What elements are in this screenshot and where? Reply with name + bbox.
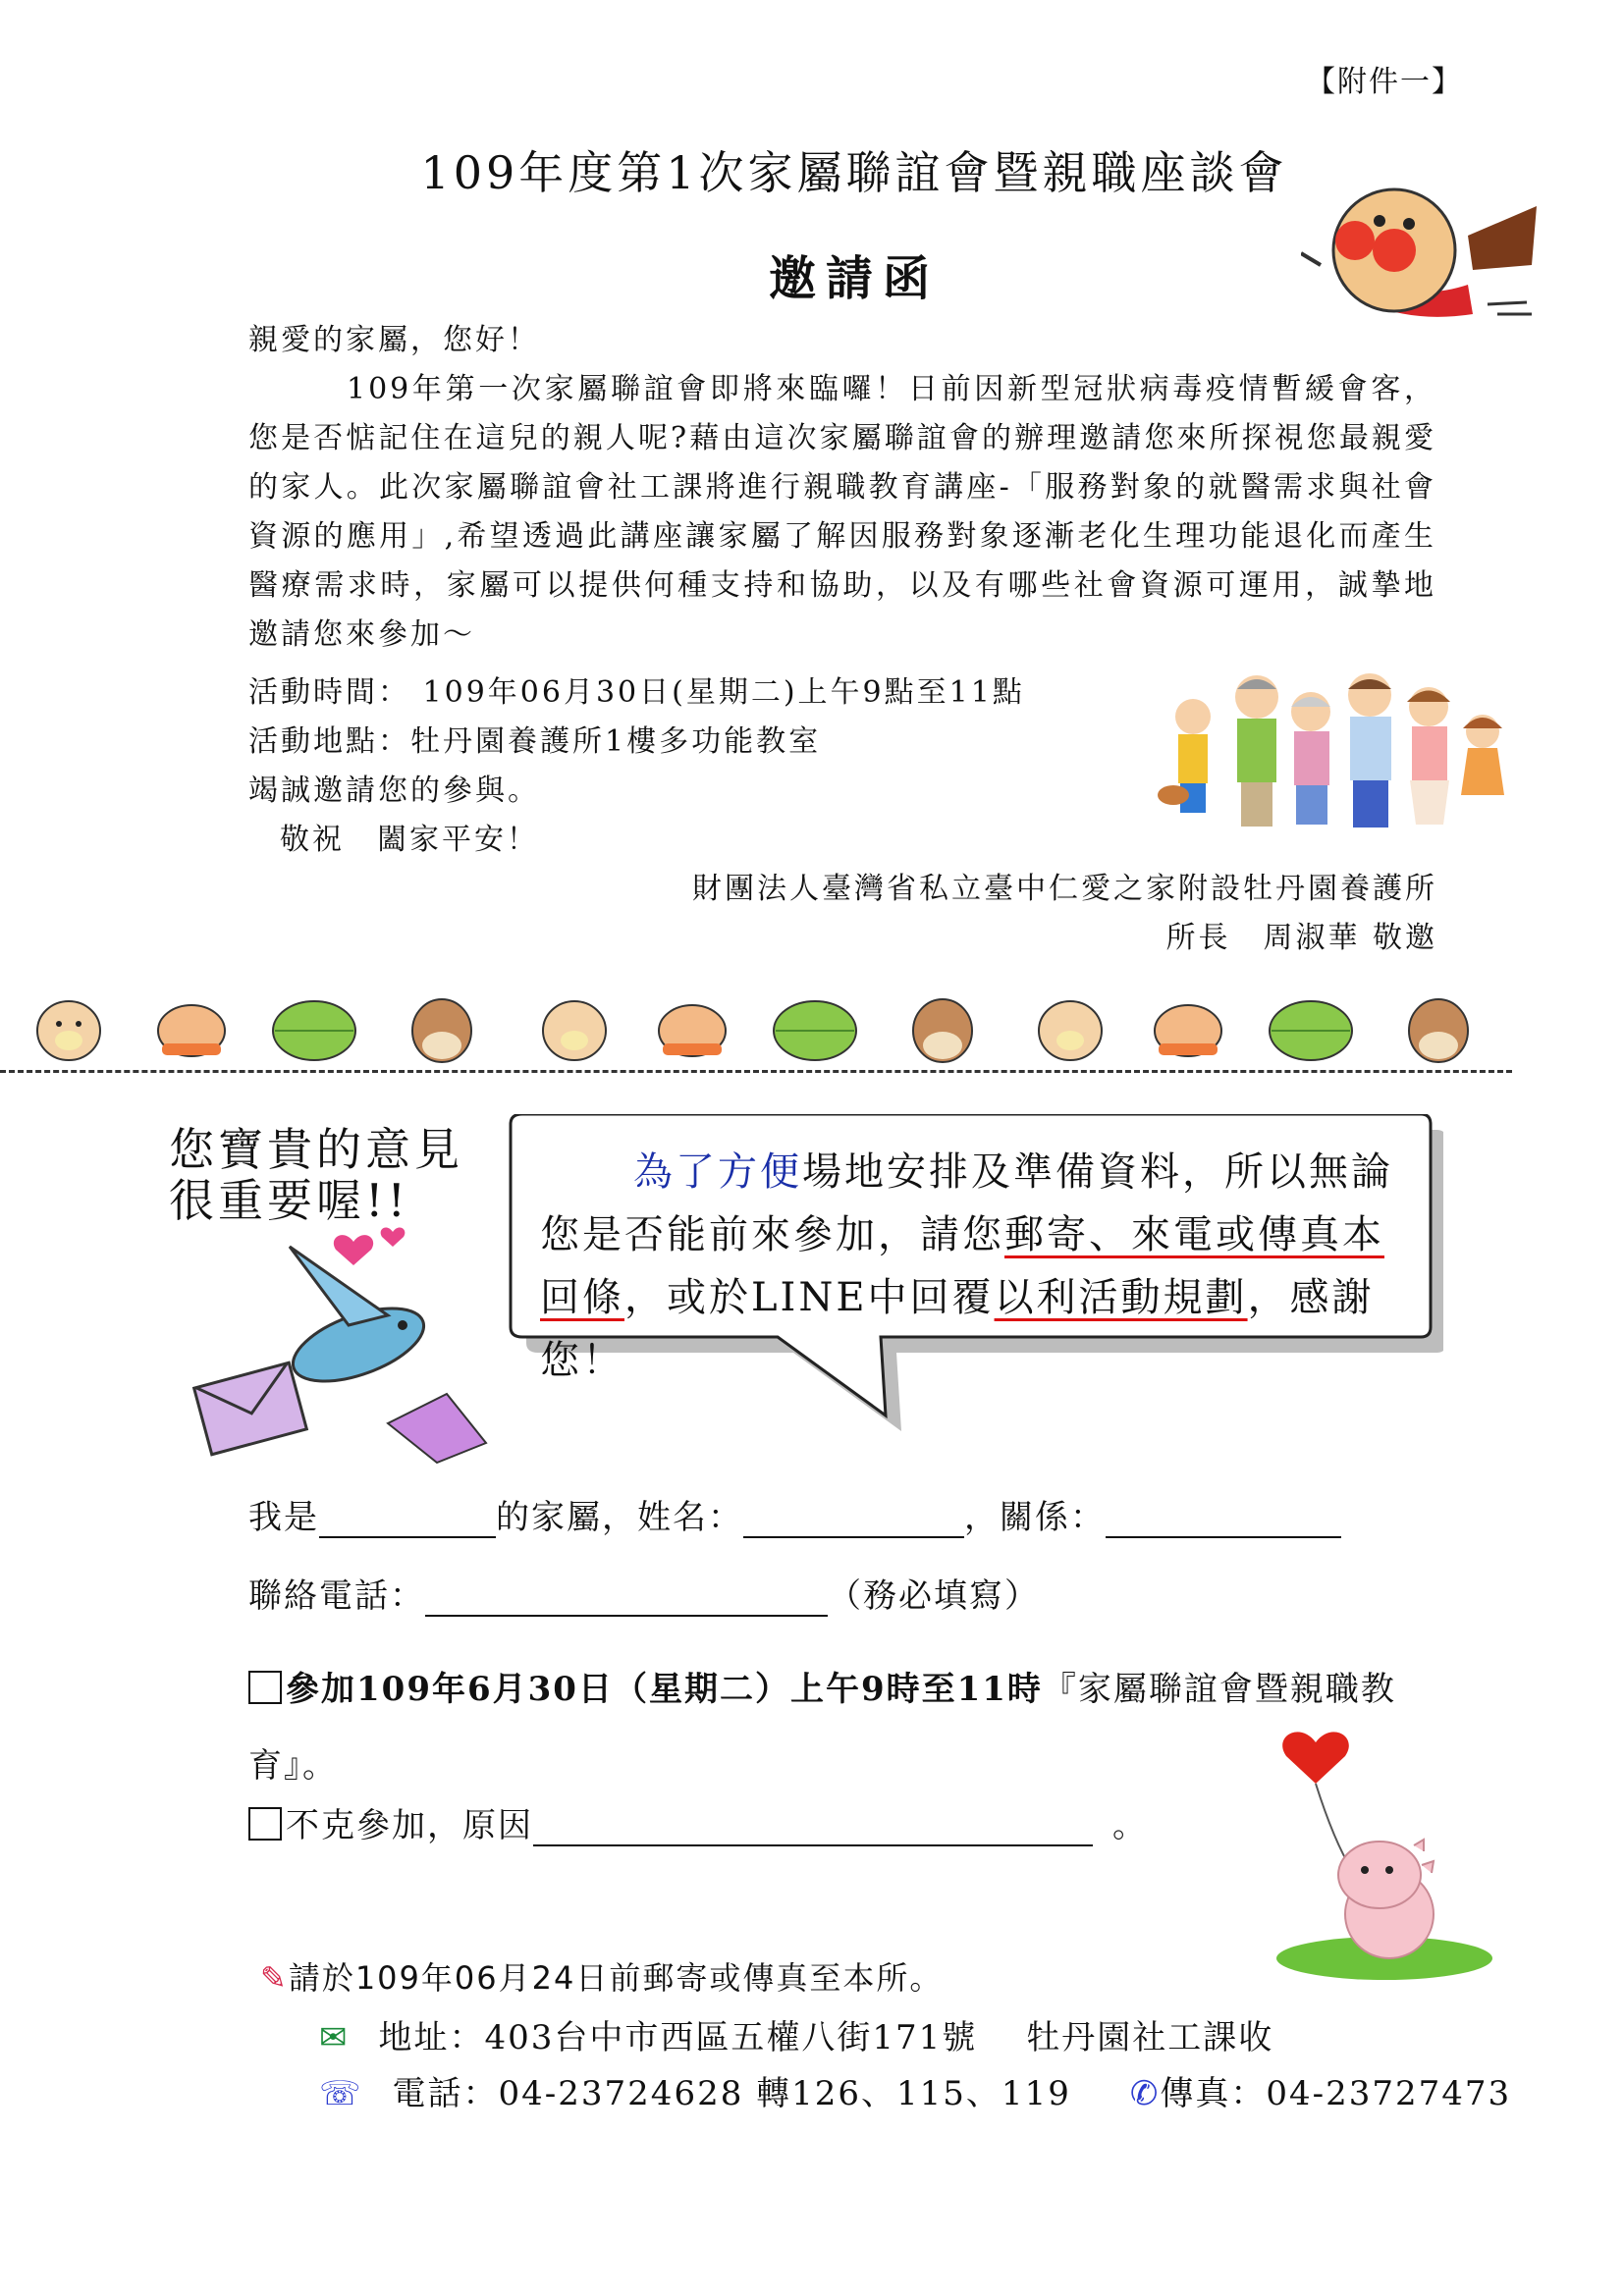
decline-end-mark: 。 (1112, 1806, 1148, 1845)
decline-reason-field[interactable] (533, 1811, 1093, 1846)
address-recipient: 牡丹園社工課收 (1026, 2018, 1274, 2057)
phone-required-note: （務必填寫） (828, 1576, 1040, 1616)
deadline-text: 請於109年06月24日前郵寄或傳真至本所。 (288, 1959, 944, 1997)
page-subtitle: 邀請函 (768, 251, 940, 306)
decline-label: 不克參加，原因 (286, 1806, 533, 1845)
page-title: 109年度第1次家屬聯誼會暨親職座談會 (420, 146, 1288, 199)
callout-text-3: ，感謝您！ (540, 1275, 1375, 1383)
fax-label: 傳真： (1160, 2074, 1267, 2113)
family-of-label: 我是 (248, 1498, 319, 1537)
event-place: 活動地點：牡丹園養護所1樓多功能教室 (248, 724, 822, 759)
telephone-icon: ☏ (319, 2074, 363, 2113)
callout-text-2: ，或於LINE中回覆 (624, 1275, 995, 1320)
footer-phone-number: 04-23724628 轉126、115、119 (498, 2074, 1071, 2113)
organization-signature: 財團法人臺灣省私立臺中仁愛之家附設牡丹園養護所 (692, 872, 1437, 906)
opinion-heading: 您寶貴的意見很重要喔!! (169, 1123, 463, 1227)
family-name-row (248, 1490, 1341, 1538)
pencil-icon: ✎ (260, 1959, 289, 1997)
callout-highlight: 為了方便 (633, 1149, 802, 1195)
attend-checkbox[interactable] (248, 1671, 282, 1704)
resident-name-field[interactable] (319, 1503, 496, 1538)
bird-envelope-illustration (191, 1227, 506, 1482)
phone-row (248, 1569, 1040, 1617)
envelope-icon: ✉ (319, 2018, 350, 2057)
phone-fax-row (319, 2066, 1511, 2114)
director-signature: 所長 周淑華 敬邀 (1165, 921, 1437, 955)
family-illustration (1149, 667, 1522, 829)
hamster-icon (37, 1001, 100, 1060)
relation-label: ，關係： (964, 1498, 1106, 1537)
phone-label: 聯絡電話： (248, 1576, 425, 1616)
address-text: 403台中市西區五權八街171號 (484, 2018, 978, 2057)
relation-field[interactable] (1106, 1503, 1341, 1538)
family-name-field[interactable] (743, 1503, 964, 1538)
attend-label-bold: 參加109年6月30日（星期二）上午9時至11時 (286, 1670, 1043, 1709)
callout-text (540, 1141, 1424, 1392)
address-row (319, 2010, 1273, 2058)
address-label: 地址： (378, 2018, 485, 2057)
family-name-label: 的家屬，姓名： (496, 1498, 743, 1537)
attachment-label: 【附件一】 (1306, 65, 1463, 99)
cut-line-divider (0, 1070, 1512, 1073)
letter-paragraph: 109年第一次家屬聯誼會即將來臨囉！日前因新型冠狀病毒疫情暫緩會客，您是否惦記住在這兒的親人呢?藉由這次家屬聯誼會的辦理邀請您來所探視您最親愛的家人。此次家屬聯誼會社工課將進行親職教育講座-「服務對象的就醫需求與社會資源的應用」,希望透過此講座讓家屬了解因服務對象逐漸老化生理功能退化而產生醫療需求時，家屬可以提供何種支持和協助，以及有哪些社會資源可運用，誠摯地邀請您來參加～ (248, 372, 1436, 652)
footer-phone-label: 電話： (392, 2074, 499, 2113)
hamster-border-decoration (29, 987, 1502, 1065)
decline-checkbox[interactable] (248, 1807, 282, 1841)
phone-field[interactable] (425, 1581, 828, 1617)
dinosaur-balloon-illustration (1267, 1728, 1502, 1983)
callout-underlined-plan: 以利活動規劃 (994, 1275, 1248, 1320)
deadline-note (260, 1953, 943, 1999)
event-time: 活動時間： 109年06月30日(星期二)上午9點至11點 (248, 675, 1025, 710)
fax-icon: ✆ (1129, 2074, 1161, 2113)
invite-line: 竭誠邀請您的參與。 (248, 774, 540, 808)
fax-number: 04-23727473 (1266, 2074, 1512, 2113)
flying-hero-illustration (1301, 177, 1542, 334)
callout-text-1: 場地安排及準備資料，所以無論您是否能前來參加，請您 (540, 1149, 1393, 1257)
attend-label: 『家屬聯誼會暨親職教育』。 (248, 1670, 1396, 1786)
callout-underlined-reply: 郵寄、來電或傳真本回條 (540, 1212, 1384, 1320)
decline-option (248, 1798, 1148, 1846)
closing-line: 敬祝 闔家平安！ (280, 823, 539, 857)
letter-greeting: 親愛的家屬，您好！ (248, 323, 540, 357)
